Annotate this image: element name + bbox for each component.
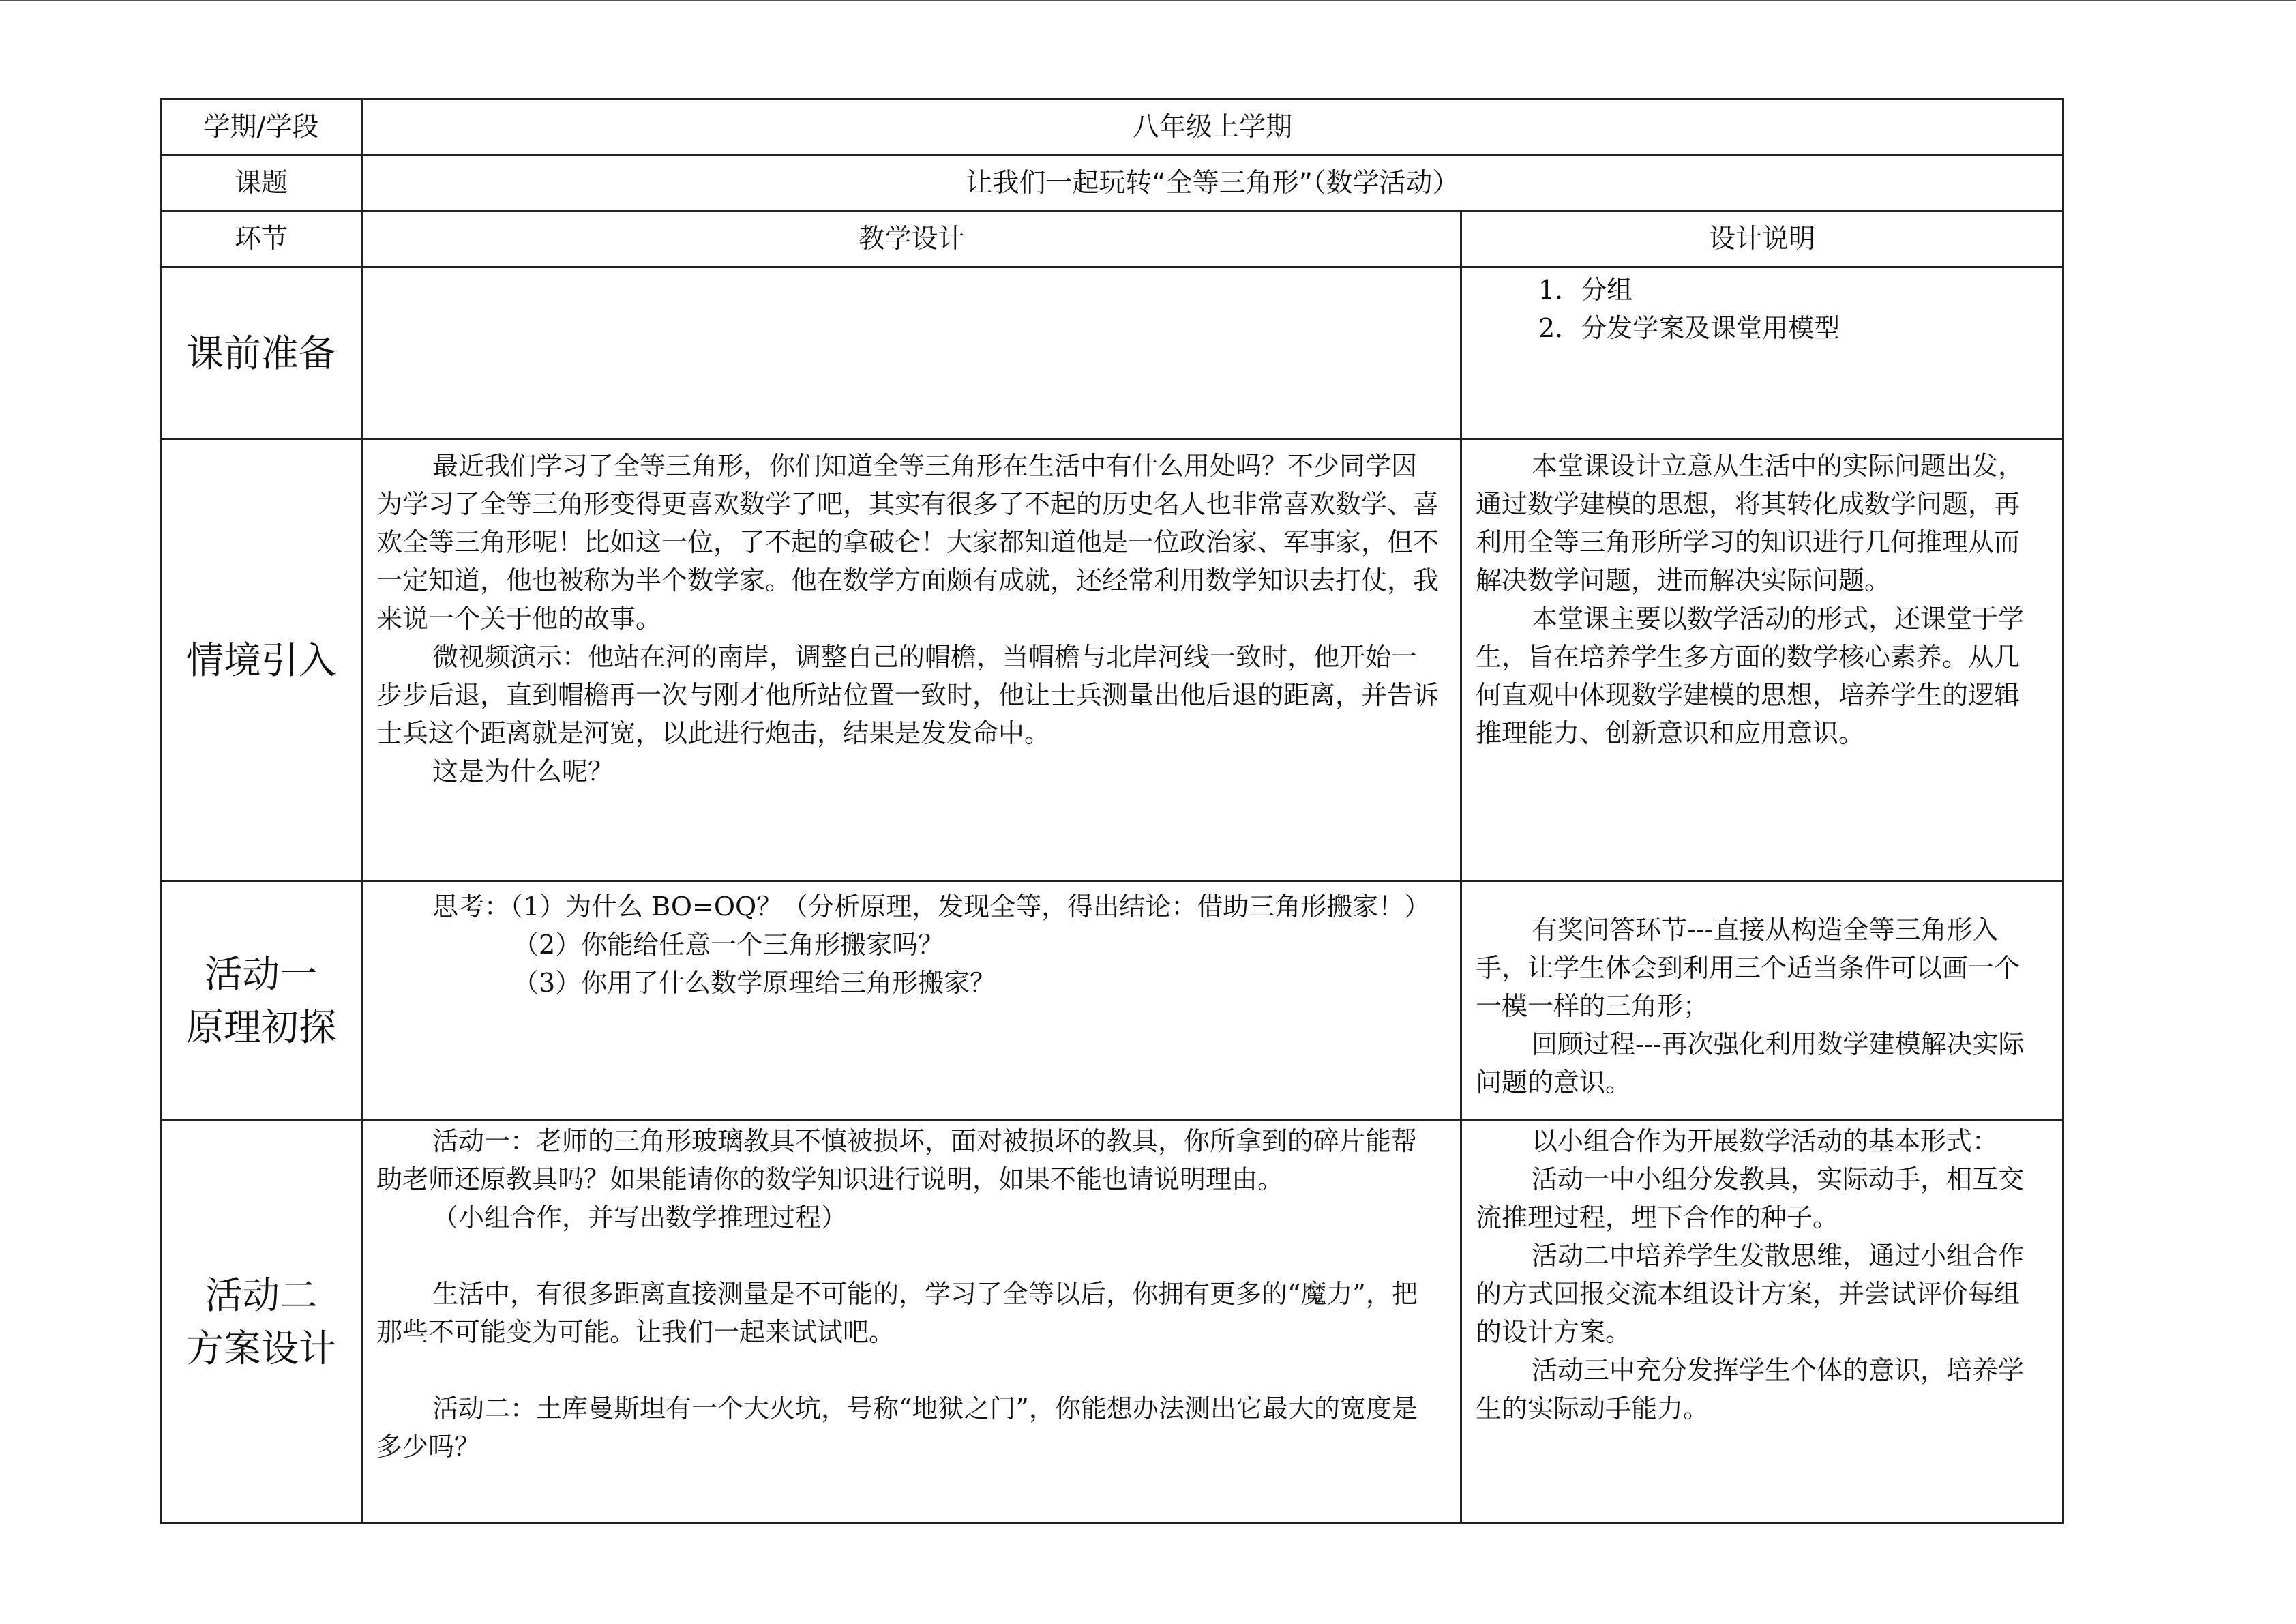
- activity2-row: [161, 1120, 2063, 1524]
- activity2-notes: [1461, 1120, 2063, 1524]
- intro-row: [161, 439, 2063, 881]
- blank-line: [376, 1351, 1441, 1389]
- intro-design: [362, 439, 1461, 881]
- activity2-note-3: 活动二中培养学生发散思维，通过小组合作的方式回报交流本组设计方案，并尝试评价每组的设计方案。: [1476, 1241, 2025, 1347]
- prep-row: [161, 267, 2063, 439]
- topic-row: [161, 156, 2063, 211]
- page-top-rule: [0, 0, 2296, 1]
- activity1-stage: [161, 881, 362, 1120]
- intro-stage: 情境引入: [161, 439, 362, 881]
- col-design-header: 教学设计: [362, 211, 1461, 267]
- activity1-stage-line1: 活动一: [205, 951, 318, 996]
- activity1-question-3: （3）你用了什么数学原理给三角形搬家？: [513, 968, 996, 998]
- activity1-note-1: 有奖问答环节---直接从构造全等三角形入手，让学生体会到利用三个适当条件可以画一个一模一样的三角形；: [1476, 915, 2021, 1021]
- activity1-question-1: 思考：（1）为什么 BO=OQ？（分析原理，发现全等，得出结论：借助三角形搬家！）: [432, 891, 1431, 921]
- intro-note-1: 本堂课设计立意从生活中的实际问题出发，通过数学建模的思想，将其转化成数学问题，再利用全等三角形所学习的知识进行几何推理从而解决数学问题，进而解决实际问题。: [1476, 451, 2025, 595]
- intro-paragraph-2: 微视频演示：他站在河的南岸，调整自己的帽檐，当帽檐与北岸河线一致时，他开始一步步后退，直到帽檐再一次与刚才他所站位置一致时，他让士兵测量出他后退的距离，并告诉士兵这个距离就是河宽，以此进行炮击，结果是发发命中。: [376, 642, 1440, 748]
- prep-note-1: 1．分组: [1538, 275, 1633, 305]
- activity2-stage-line2: 方案设计: [185, 1326, 336, 1370]
- prep-note-2: 2．分发学案及课堂用模型: [1538, 313, 1840, 343]
- lesson-plan-table: [160, 98, 2064, 1524]
- blank-line: [376, 1237, 1441, 1275]
- activity2-note-1: 以小组合作为开展数学活动的基本形式：: [1532, 1126, 1999, 1156]
- col-notes-header: 设计说明: [1461, 211, 2063, 267]
- activity2-paragraph-2: （小组合作，并写出数学推理过程）: [432, 1202, 848, 1232]
- topic-value: 让我们一起玩转“全等三角形”（数学活动）: [362, 156, 2063, 211]
- activity1-question-2: （2）你能给任意一个三角形搬家吗？: [513, 930, 944, 960]
- intro-paragraph-1: 最近我们学习了全等三角形，你们知道全等三角形在生活中有什么用处吗？不少同学因为学习了全等三角形变得更喜欢数学了吧，其实有很多了不起的历史名人也非常喜欢数学、喜欢全等三角形呢！比如这一位，了不起的拿破仑！大家都知道他是一位政治家、军事家，但不一定知道，他也被称为半个数学家。他在数学方面颇有成就，还经常利用数学知识去打仗，我来说一个关于他的故事。: [376, 451, 1440, 634]
- intro-notes: [1461, 439, 2063, 881]
- prep-design: [362, 267, 1461, 439]
- activity2-design: [362, 1120, 1461, 1524]
- activity2-note-4: 活动三中充分发挥学生个体的意识，培养学生的实际动手能力。: [1476, 1355, 2025, 1423]
- prep-notes: [1461, 267, 2063, 439]
- activity2-paragraph-4: 活动二：土库曼斯坦有一个大火坑，号称“地狱之门”，你能想办法测出它最大的宽度是多少吗？: [376, 1393, 1418, 1462]
- term-value: 八年级上学期: [362, 100, 2063, 156]
- activity1-note-2: 回顾过程---再次强化利用数学建模解决实际问题的意识。: [1476, 1029, 2025, 1097]
- activity2-paragraph-3: 生活中，有很多距离直接测量是不可能的，学习了全等以后，你拥有更多的“魔力”，把那些不可能变为可能。让我们一起来试试吧。: [376, 1279, 1418, 1347]
- activity2-note-2: 活动一中小组分发教具，实际动手，相互交流推理过程，埋下合作的种子。: [1476, 1164, 2025, 1232]
- activity1-row: [161, 881, 2063, 1120]
- prep-stage: 课前准备: [161, 267, 362, 439]
- activity1-design: [362, 881, 1461, 1120]
- term-row: [161, 100, 2063, 156]
- intro-paragraph-3: 这是为什么呢？: [432, 756, 614, 786]
- intro-note-2: 本堂课主要以数学活动的形式，还课堂于学生，旨在培养学生多方面的数学核心素养。从几何直观中体现数学建模的思想，培养学生的逻辑推理能力、创新意识和应用意识。: [1476, 604, 2025, 748]
- activity2-stage-line1: 活动二: [205, 1273, 318, 1317]
- topic-label: 课题: [161, 156, 362, 211]
- column-header-row: [161, 211, 2063, 267]
- activity1-notes: [1461, 881, 2063, 1120]
- activity1-stage-line2: 原理初探: [185, 1005, 336, 1049]
- col-stage-header: 环节: [161, 211, 362, 267]
- activity2-stage: [161, 1120, 362, 1524]
- term-label: 学期/学段: [161, 100, 362, 156]
- activity2-paragraph-1: 活动一：老师的三角形玻璃教具不慎被损坏，面对被损坏的教具，你所拿到的碎片能帮助老师还原教具吗？如果能请你的数学知识进行说明，如果不能也请说明理由。: [376, 1126, 1418, 1194]
